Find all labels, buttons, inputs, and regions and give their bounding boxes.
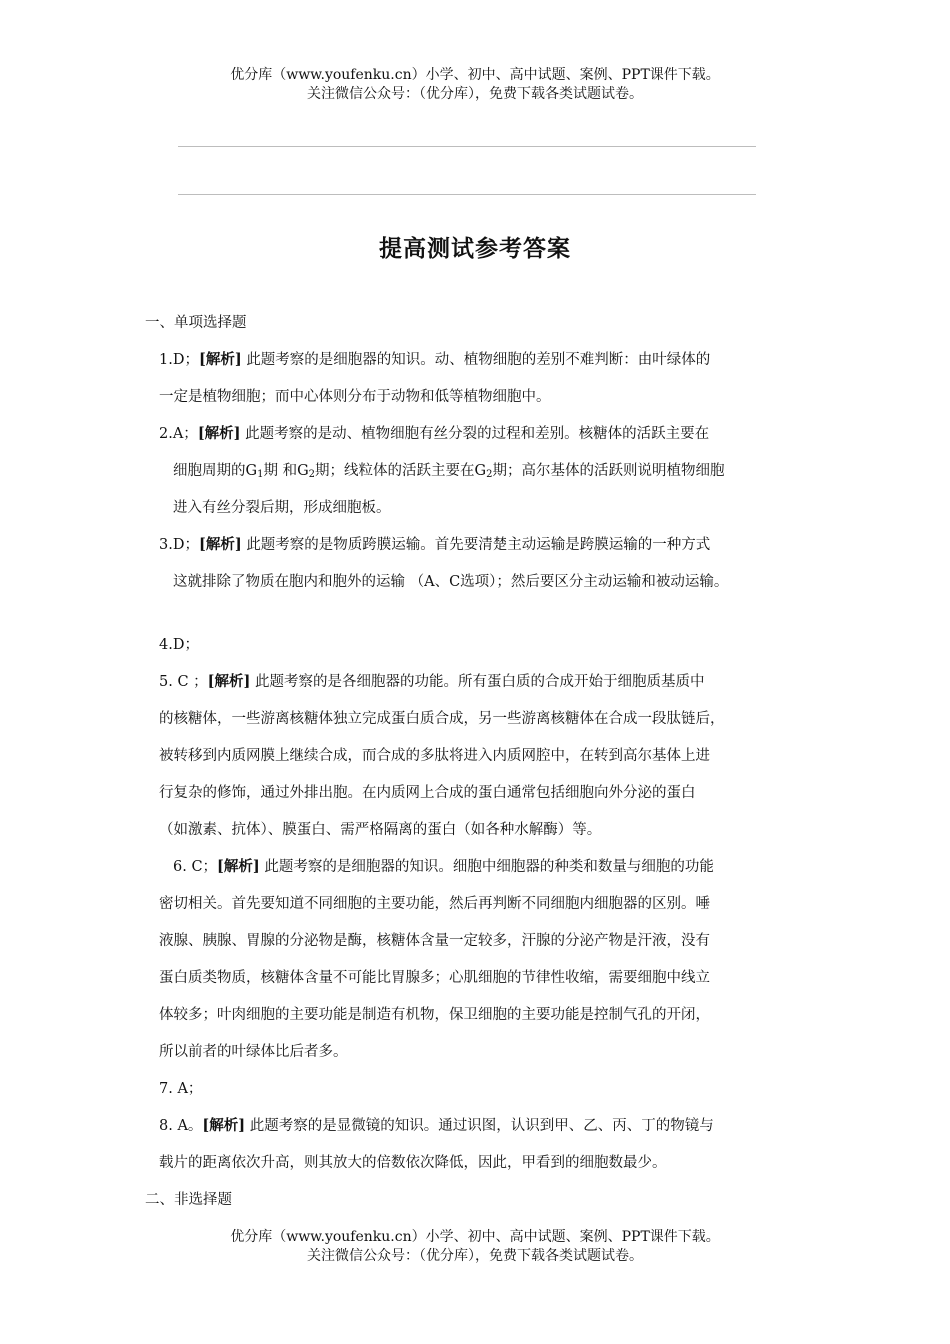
answer-2-text-2d: 期；高尔基体的活跃则说明植物细胞 bbox=[492, 463, 725, 479]
answer-2-line-1 bbox=[145, 419, 825, 456]
answer-3-prefix: 3.D； bbox=[159, 537, 199, 553]
subscript: 1 bbox=[257, 469, 264, 480]
answer-5-line-3: 被转移到内质网膜上继续合成，而合成的多肽将进入内质网腔中，在转到高尔基体上进 bbox=[159, 748, 710, 764]
footer-line-1: 优分库（www.youfenku.cn）小学、初中、高中试题、案例、PPT课件下载。 bbox=[230, 1229, 720, 1245]
divider-2 bbox=[178, 194, 756, 195]
answer-3-line-1 bbox=[145, 530, 825, 567]
answer-8-text-1: 此题考察的是显微镜的知识。通过识图，认识到甲、乙、丙、丁的物镜与 bbox=[249, 1118, 714, 1134]
answer-3-text-1: 此题考察的是物质跨膜运输。首先要清楚主动运输是跨膜运输的一种方式 bbox=[246, 537, 711, 553]
divider-1 bbox=[178, 146, 756, 147]
page-footer bbox=[0, 1228, 950, 1266]
answer-6-line-4: 蛋白质类物质，核糖体含量不可能比胃腺多；心肌细胞的节律性收缩，需要细胞中线立 bbox=[159, 970, 710, 986]
spacer bbox=[145, 604, 825, 630]
answer-3-line-2: 这就排除了物质在胞内和胞外的运输 （A、C选项）；然后要区分主动运输和被动运输。 bbox=[173, 574, 729, 590]
analysis-tag: [解析] bbox=[197, 425, 241, 442]
analysis-tag: [解析] bbox=[198, 351, 242, 368]
answer-6-text-1: 此题考察的是细胞器的知识。细胞中细胞器的种类和数量与细胞的功能 bbox=[264, 859, 714, 875]
section-heading-2: 二、非选择题 bbox=[145, 1192, 232, 1208]
page-title: 提高测试参考答案 bbox=[379, 235, 571, 262]
analysis-tag: [解析] bbox=[217, 858, 260, 875]
answer-7: 7. A； bbox=[159, 1081, 203, 1097]
answer-5-line-5: （如激素、抗体）、膜蛋白、需严格隔离的蛋白（如各种水解酶）等。 bbox=[159, 822, 602, 838]
answer-5-prefix: 5. C ； bbox=[159, 674, 208, 690]
subscript: 2 bbox=[486, 469, 493, 480]
section-heading-1: 一、单项选择题 bbox=[145, 315, 247, 331]
answer-8-line-2: 载片的距离依次升高，则其放大的倍数依次降低，因此，甲看到的细胞数最少。 bbox=[159, 1155, 667, 1171]
answer-2-text-1: 此题考察的是动、植物细胞有丝分裂的过程和差别。核糖体的活跃主要在 bbox=[245, 426, 710, 442]
answer-6-prefix: 6. C； bbox=[173, 859, 218, 875]
answer-8-prefix: 8. A。 bbox=[159, 1118, 203, 1134]
answer-5-line-1 bbox=[145, 667, 825, 704]
answer-2-text-2b: 期 和G bbox=[263, 463, 309, 479]
analysis-tag: [解析] bbox=[207, 673, 251, 690]
answer-6-line-1 bbox=[145, 852, 825, 889]
answer-2-text-2a: 细胞周期的G bbox=[173, 463, 258, 479]
answer-4: 4.D； bbox=[159, 637, 199, 653]
answer-1-line-2: 一定是植物细胞；而中心体则分布于动物和低等植物细胞中。 bbox=[159, 389, 551, 405]
answer-2-line-2 bbox=[145, 456, 825, 493]
answer-5-line-2: 的核糖体，一些游离核糖体独立完成蛋白质合成，另一些游离核糖体在合成一段肽链后， bbox=[159, 711, 725, 727]
answer-6-line-5: 体较多；叶肉细胞的主要功能是制造有机物，保卫细胞的主要功能是控制气孔的开闭， bbox=[159, 1007, 710, 1023]
answer-1-prefix: 1.D； bbox=[159, 352, 199, 368]
answer-1-line-1 bbox=[145, 345, 825, 382]
answer-5-text-1: 此题考察的是各细胞器的功能。所有蛋白质的合成开始于细胞质基质中 bbox=[255, 674, 705, 690]
answer-2-text-2c: 期；线粒体的活跃主要在G bbox=[315, 463, 487, 479]
answer-content bbox=[145, 308, 825, 1222]
header-line-2: 关注微信公众号：（优分库），免费下载各类试题试卷。 bbox=[307, 86, 643, 102]
analysis-tag: [解析] bbox=[198, 536, 242, 553]
answer-2-prefix: 2.A； bbox=[159, 426, 198, 442]
header-line-1: 优分库（www.youfenku.cn）小学、初中、高中试题、案例、PPT课件下载。 bbox=[230, 67, 720, 83]
answer-1-text-1: 此题考察的是细胞器的知识。动、植物细胞的差别不难判断：由叶绿体的 bbox=[246, 352, 711, 368]
answer-6-line-3: 液腺、胰腺、胃腺的分泌物是酶，核糖体含量一定较多，汗腺的分泌产物是汗液，没有 bbox=[159, 933, 710, 949]
footer-line-2: 关注微信公众号：（优分库），免费下载各类试题试卷。 bbox=[307, 1248, 643, 1264]
answer-8-line-1 bbox=[145, 1111, 825, 1148]
answer-2-line-3: 进入有丝分裂后期，形成细胞板。 bbox=[173, 500, 391, 516]
answer-6-line-2: 密切相关。首先要知道不同细胞的主要功能，然后再判断不同细胞内细胞器的区别。唾 bbox=[159, 896, 710, 912]
analysis-tag: [解析] bbox=[202, 1117, 246, 1134]
page-header bbox=[0, 66, 950, 104]
answer-6-line-6: 所以前者的叶绿体比后者多。 bbox=[159, 1044, 348, 1060]
answer-5-line-4: 行复杂的修饰，通过外排出胞。在内质网上合成的蛋白通常包括细胞向外分泌的蛋白 bbox=[159, 785, 696, 801]
subscript: 2 bbox=[308, 469, 316, 480]
